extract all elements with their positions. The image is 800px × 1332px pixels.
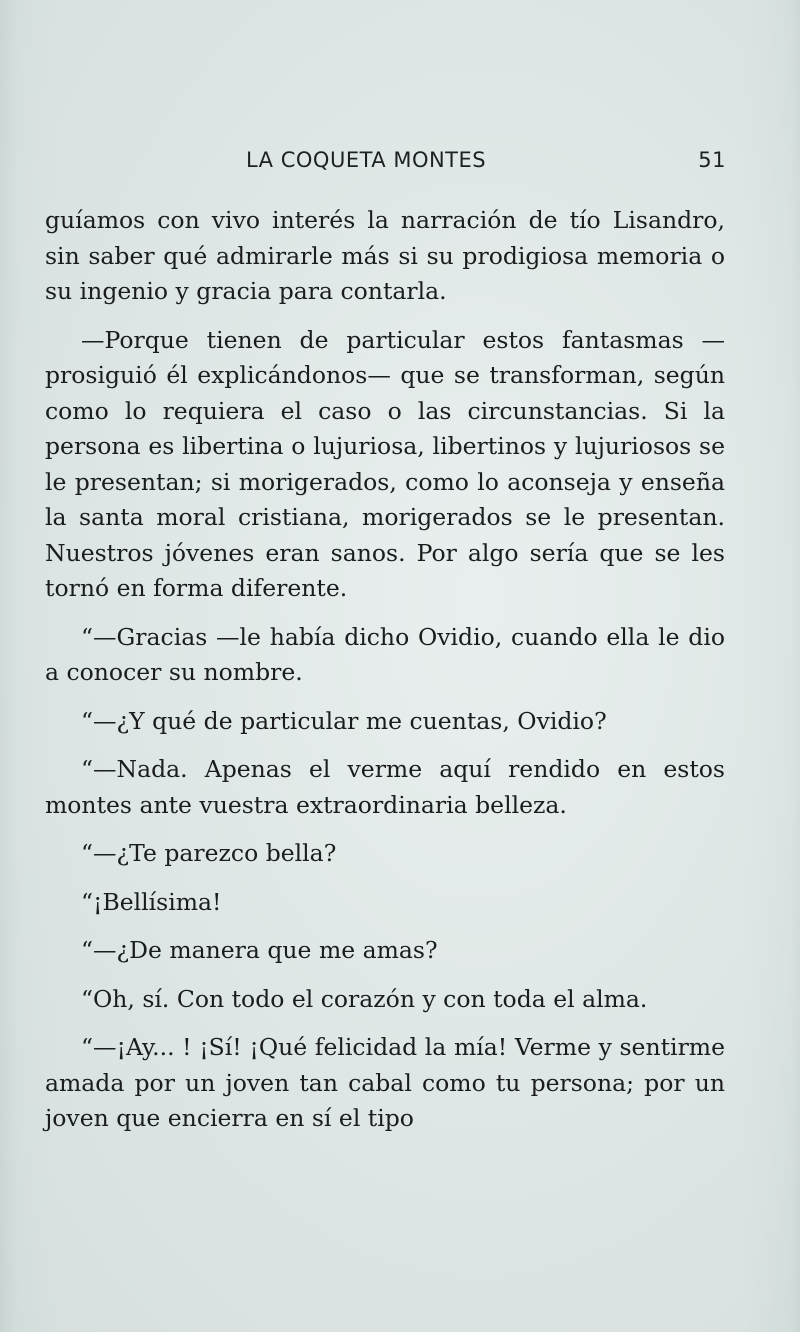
- page-header: [246, 148, 726, 180]
- paragraph: “—Gracias —le había dicho Ovidio, cuando ella le dio a conocer su nombre.: [45, 622, 725, 686]
- paragraph: “¡Bellísima!: [81, 887, 222, 916]
- paragraph: —Porque tienen de particular estos fantasmas —prosiguió él explicándonos— que se transforman, según como lo requiera el caso o las circunstancias. Si la persona es libertina o lujuriosa, libertinos y lujuriosos se le presentan; si morigerados, como lo aconseja y enseña la santa moral cristiana, morigerados se le presentan. Nuestros jóvenes eran sanos. Por algo sería que se les tornó en forma diferente.: [45, 325, 725, 602]
- paragraph: “—¿Te parezco bella?: [81, 839, 337, 867]
- paragraph: “Oh, sí. Con todo el corazón y con toda el alma.: [81, 984, 648, 1013]
- paragraph: “—¿De manera que me amas?: [81, 936, 438, 964]
- paragraph: guíamos con vivo interés la narración de tío Lisandro, sin saber qué admirarle más si su prodigiosa memoria o su ingenio y gracia para contarla.: [45, 206, 725, 305]
- page-number: 51: [698, 148, 726, 172]
- paragraph: “—¡Ay... ! ¡Sí! ¡Qué felicidad la mía! Verme y sentirme amada por un joven tan cabal como tu persona; por un joven que encierra en sí el tipo: [45, 1033, 725, 1132]
- body-text: [45, 203, 725, 1137]
- paragraph: “—Nada. Apenas el verme aquí rendido en estos montes ante vuestra extraordinaria belleza.: [45, 755, 725, 819]
- running-title: LA COQUETA MONTES: [246, 148, 487, 172]
- paragraph: “—¿Y qué de particular me cuentas, Ovidio?: [81, 706, 607, 735]
